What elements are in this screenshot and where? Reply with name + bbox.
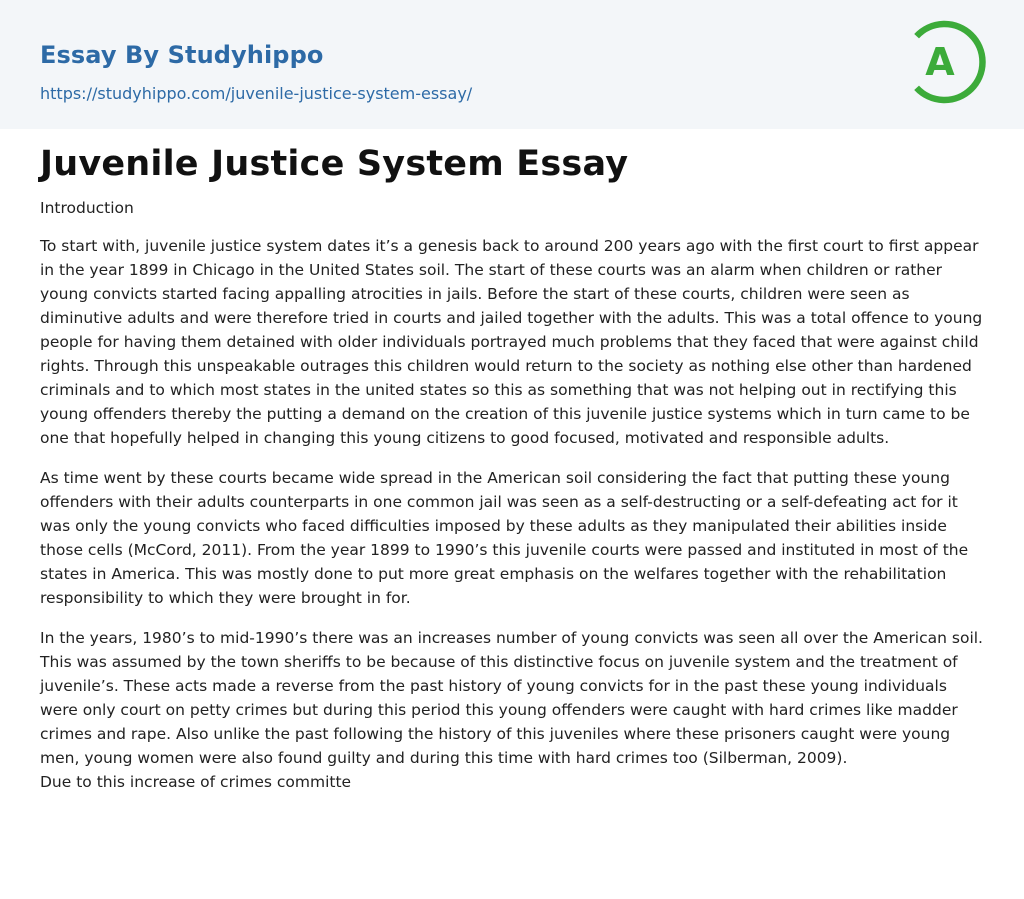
logo-a-icon	[909, 19, 987, 105]
section-heading: Introduction	[40, 199, 134, 217]
site-header	[0, 0, 1024, 129]
paragraph-2: As time went by these courts became wide spread in the American soil considering the fact that putting these young offenders with their adults counterparts in one common jail was seen as a self-destructing or a self-defeating act for it was only the young convicts who faced difficulties imposed by these adults as they manipulated their abilities inside those cells (McCord, 2011). From the year 1899 to 1990’s this juvenile courts were passed and instituted in most of the states in America. This was mostly done to put more great emphasis on the welfares together with the rehabilitation responsibility to which they were brought in for.	[40, 469, 969, 607]
logo-letter: A	[925, 40, 955, 84]
paragraph-3: In the years, 1980’s to mid-1990’s there was an increases number of young convicts was seen all over the American soil. This was assumed by the town sheriffs to be because of this distinctive focus on juvenile system and the treatment of juvenile’s. These acts made a reverse from the past history of young convicts for in the past these young individuals were only court on petty crimes but during this period this young offenders were caught with hard crimes like madder crimes and rape. Also unlike the past following the history of this juveniles where these prisoners caught were young men, young women were also found guilty and during this time with hard crimes too (Silberman, 2009).	[40, 629, 983, 767]
brand-title[interactable]: Essay By Studyhippo	[40, 41, 324, 69]
logo[interactable]	[909, 19, 987, 105]
truncated-line: Due to this increase of crimes committe	[40, 773, 352, 791]
essay-body	[40, 234, 986, 794]
essay-url-link[interactable]: https://studyhippo.com/juvenile-justice-system-essay/	[40, 84, 473, 103]
paragraph-1: To start with, juvenile justice system dates it’s a genesis back to around 200 years ago with the first court to first appear in the year 1899 in Chicago in the United States soil. The start of these courts was an alarm when children or rather young convicts started facing appalling atrocities in jails. Before the start of these courts, children were seen as diminutive adults and were therefore tried in courts and jailed together with the adults. This was a total offence to young people for having them detained with older individuals portrayed much problems that they faced that were against child rights. Through this unspeakable outrages this children would return to the society as nothing else other than hardened criminals and to which most states in the united states so this as something that was not helping out in rectifying this young offenders thereby the putting a demand on the creation of this juvenile justice systems which in turn came to be one that hopefully helped in changing this young citizens to good focused, motivated and responsible adults.	[40, 237, 983, 447]
page-title: Juvenile Justice System Essay	[40, 144, 629, 184]
